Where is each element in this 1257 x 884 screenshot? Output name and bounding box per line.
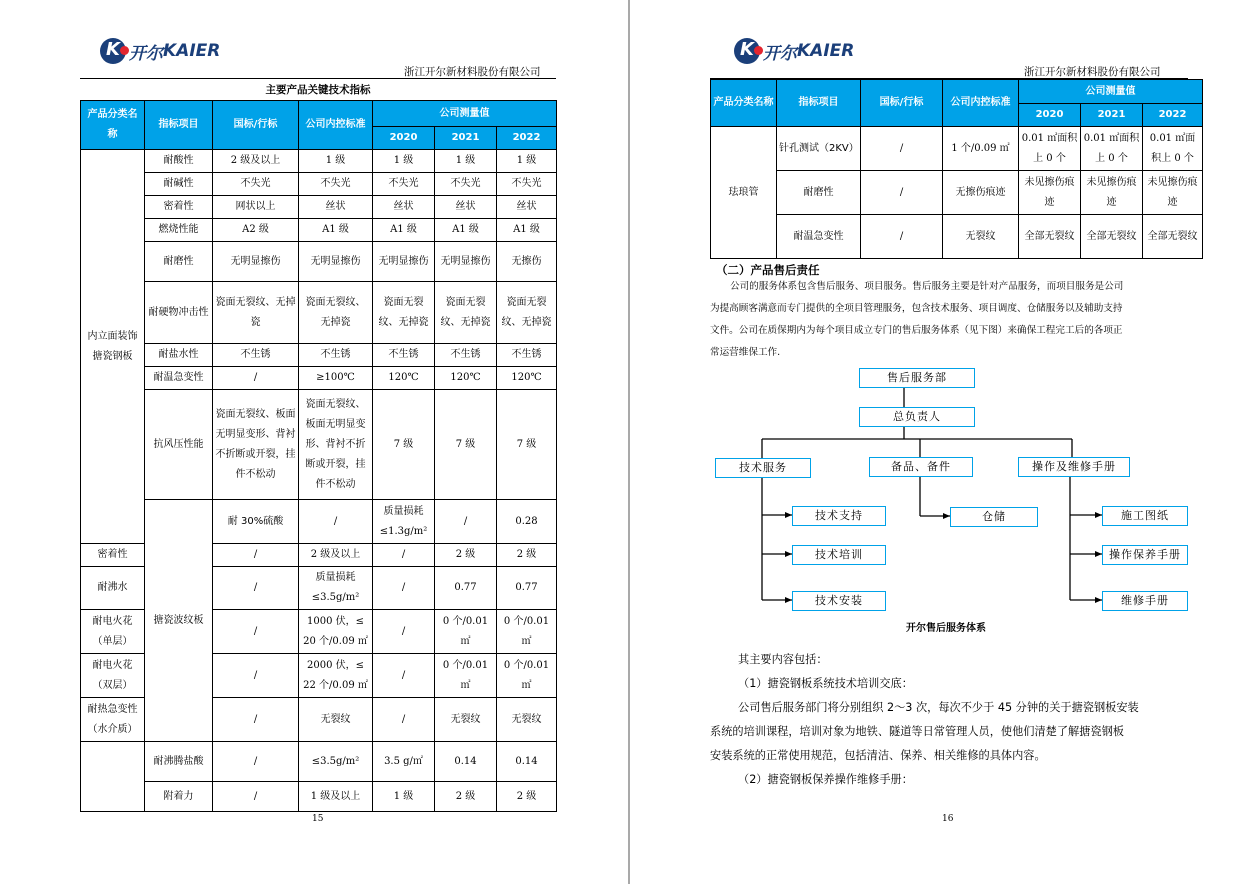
th-2020: 2020 (1019, 104, 1081, 127)
table-row (81, 242, 557, 282)
cell-national-std: 2 级及以上 (213, 150, 299, 173)
cell-2020: 未见擦伤痕迹 (1019, 171, 1081, 215)
node-operation-manual: 操作及维修手册 (1018, 457, 1130, 477)
node-tech-support: 技术支持 (792, 506, 886, 526)
th-category: 产品分类名称 (711, 80, 777, 127)
cell-national-std: / (213, 698, 299, 742)
cell-national-std: A2 级 (213, 219, 299, 242)
cell-indicator: 耐酸性 (145, 150, 213, 173)
cell-national-std: / (213, 610, 299, 654)
spec-table (80, 100, 557, 812)
cell-indicator: 附着力 (145, 782, 213, 812)
cell-2022: 0 个/0.01 ㎡ (497, 610, 557, 654)
cell-national-std: / (213, 654, 299, 698)
cell-indicator: 密着性 (145, 196, 213, 219)
th-2022: 2022 (497, 127, 557, 150)
body-text (710, 648, 1190, 792)
cell-2021: 0.28 (497, 500, 557, 544)
cell-company-std: 无明显擦伤 (299, 242, 373, 282)
cell-company-std: 质量损耗≤1.3g/m² (373, 500, 435, 544)
cell-2021: 未见擦伤痕迹 (1081, 171, 1143, 215)
cell-2022: 0.14 (497, 742, 557, 782)
cell-2020: 1 级 (373, 782, 435, 812)
cell-2020: 全部无裂纹 (1019, 215, 1081, 259)
table-row (81, 196, 557, 219)
cell-company-std: 无裂纹 (299, 698, 373, 742)
cell-2022: 1 级 (497, 150, 557, 173)
cell-company-std: 丝状 (299, 196, 373, 219)
cell-2020: 7 级 (373, 390, 435, 500)
cell-2020: 丝状 (373, 196, 435, 219)
cell-category (81, 742, 145, 812)
intro-paragraph (710, 276, 1190, 364)
cell-indicator: 耐温急变性 (777, 215, 861, 259)
cell-2021: 0.01 ㎡面积上 0 个 (1081, 127, 1143, 171)
logo-mark-icon: K (734, 38, 760, 64)
logo-cn: 开尔 (129, 43, 163, 64)
cell-category: 搪瓷波纹板 (145, 500, 213, 742)
th-company-std: 公司内控标准 (299, 101, 373, 150)
cell-indicator: 耐盐水性 (145, 344, 213, 367)
node-tech-installation: 技术安装 (792, 591, 886, 611)
cell-2020: 不失光 (373, 173, 435, 196)
node-construction-drawings: 施工图纸 (1102, 506, 1188, 526)
table-row (711, 127, 1203, 171)
cell-2021: 120℃ (435, 367, 497, 390)
page-number: 16 (942, 814, 954, 824)
company-name: 浙江开尔新材料股份有限公司 (404, 66, 541, 78)
cell-2022: 0.77 (497, 567, 557, 610)
node-repair-manual: 维修手册 (1102, 591, 1188, 611)
body-line: 公司售后服务部门将分别组织 2～3 次，每次不少于 45 分钟的关于搪瓷钢板安装 (738, 701, 1139, 714)
org-chart-caption: 开尔售后服务体系 (906, 623, 986, 634)
after-sales-org-chart (712, 368, 1188, 614)
cell-2021: 无明显擦伤 (435, 242, 497, 282)
cell-national-std: 不失光 (213, 173, 299, 196)
cell-2020: / (373, 698, 435, 742)
cell-2020: / (373, 654, 435, 698)
cell-2020: 3.5 g/㎡ (373, 742, 435, 782)
node-operation-maintenance-manual: 操作保养手册 (1102, 545, 1188, 565)
cell-2021: 不生锈 (435, 344, 497, 367)
cell-company-std: 1000 伏，≤ 20 个/0.09 ㎡ (299, 610, 373, 654)
intro-line: 为提高顾客满意而专门提供的全项目管理服务，包含技术服务、项目调度、仓储服务以及辅助支持 (710, 303, 1123, 314)
cell-national-std: 不生锈 (213, 344, 299, 367)
table-row (81, 219, 557, 242)
th-measured: 公司测量值 (1019, 80, 1203, 104)
cell-2021: 丝状 (435, 196, 497, 219)
node-warehousing: 仓储 (950, 507, 1038, 527)
cell-2021: 2 级 (435, 782, 497, 812)
cell-2021: 7 级 (435, 390, 497, 500)
table-row (711, 171, 1203, 215)
cell-2022: 0.01 ㎡面积上 0 个 (1143, 127, 1203, 171)
cell-2020: / (435, 500, 497, 544)
th-2022: 2022 (1143, 104, 1203, 127)
cell-company-std: 1 级及以上 (299, 782, 373, 812)
cell-2020: 无明显擦伤 (373, 242, 435, 282)
cell-national-std: 瓷面无裂纹、板面无明显变形、背衬不折断或开裂，挂件不松动 (213, 390, 299, 500)
cell-national-std: / (213, 567, 299, 610)
cell-2022: 未见擦伤痕迹 (1143, 171, 1203, 215)
page-number: 15 (312, 814, 324, 824)
table-row (81, 282, 557, 344)
cell-indicator: 耐电火花（单层） (81, 610, 145, 654)
logo-en: KAIER (163, 41, 221, 61)
cell-2021: 1 级 (435, 150, 497, 173)
th-indicator: 指标项目 (145, 101, 213, 150)
node-general-manager: 总负责人 (859, 407, 975, 427)
cell-company-std: 不生锈 (299, 344, 373, 367)
company-name: 浙江开尔新材料股份有限公司 (1024, 66, 1161, 78)
body-line: （2）搪瓷钢板保养操作维修手册： (738, 773, 913, 786)
cell-2021: 0.14 (435, 742, 497, 782)
cell-national-std: 无明显擦伤 (213, 242, 299, 282)
cell-2021: 无裂纹 (435, 698, 497, 742)
intro-line: 常运营维保工作. (710, 347, 781, 358)
cell-2022: A1 级 (497, 219, 557, 242)
table-row (81, 742, 557, 782)
th-national: 国标/行标 (861, 80, 943, 127)
cell-company-std: ≤3.5g/m² (299, 742, 373, 782)
cell-2020: 120℃ (373, 367, 435, 390)
th-national: 国标/行标 (213, 101, 299, 150)
cell-category: 内立面装饰搪瓷钢板 (81, 150, 145, 544)
cell-national-std: / (861, 171, 943, 215)
th-category: 产品分类名称 (81, 101, 145, 150)
node-tech-training: 技术培训 (792, 545, 886, 565)
th-2021: 2021 (1081, 104, 1143, 127)
cell-indicator: 耐碱性 (145, 173, 213, 196)
cell-2020: 不生锈 (373, 344, 435, 367)
company-logo (734, 38, 854, 64)
node-spare-parts: 备品、备件 (869, 457, 973, 477)
header-rule (80, 78, 556, 79)
cell-2022: 丝状 (497, 196, 557, 219)
cell-2021: 0.77 (435, 567, 497, 610)
section-title: （二）产品售后责任 (716, 263, 820, 277)
cell-company-std: 不失光 (299, 173, 373, 196)
cell-company-std: 无裂纹 (943, 215, 1019, 259)
cell-national-std: 网状以上 (213, 196, 299, 219)
cell-company-std: 1 个/0.09 ㎡ (943, 127, 1019, 171)
cell-category: 珐琅管 (711, 127, 777, 259)
table-row (81, 500, 557, 544)
cell-indicator: 燃烧性能 (145, 219, 213, 242)
cell-2020: 0.01 ㎡面积上 0 个 (1019, 127, 1081, 171)
cell-2020: 瓷面无裂纹、无掉瓷 (373, 282, 435, 344)
table-row (81, 390, 557, 500)
cell-2021: 2 级 (435, 544, 497, 567)
cell-indicator: 抗风压性能 (145, 390, 213, 500)
node-technical-service: 技术服务 (715, 458, 811, 478)
cell-national-std: / (213, 544, 299, 567)
cell-company-std: 2 级及以上 (299, 544, 373, 567)
cell-national-std: / (213, 742, 299, 782)
logo-mark-icon: K (100, 38, 126, 64)
org-chart-connectors (712, 368, 1188, 614)
table-row (81, 150, 557, 173)
table-row (81, 367, 557, 390)
table-row (711, 215, 1203, 259)
logo-en: KAIER (797, 41, 855, 61)
intro-line: 文件。公司在质保期内为每个项目成立专门的售后服务体系（见下图）来确保工程完工后的各项正 (710, 325, 1123, 336)
cell-national-std: / (861, 215, 943, 259)
cell-indicator: 耐沸腾盐酸 (145, 742, 213, 782)
cell-2022: 不生锈 (497, 344, 557, 367)
cell-2022: 全部无裂纹 (1143, 215, 1203, 259)
cell-company-std: 质量损耗≤3.5g/m² (299, 567, 373, 610)
cell-company-std: ≥100℃ (299, 367, 373, 390)
cell-indicator: 耐磨性 (777, 171, 861, 215)
cell-2020: / (373, 544, 435, 567)
cell-2020: / (373, 610, 435, 654)
cell-indicator: 密着性 (81, 544, 145, 567)
cell-company-std: A1 级 (299, 219, 373, 242)
cell-indicator: 耐磨性 (145, 242, 213, 282)
cell-company-std: 瓷面无裂纹、板面无明显变形、背衬不折断或开裂，挂件不松动 (299, 390, 373, 500)
body-line: 安装系统的正常使用规范，包括清洁、保养、相关维修的具体内容。 (710, 749, 1046, 762)
table-row (81, 344, 557, 367)
cell-company-std: 瓷面无裂纹、无掉瓷 (299, 282, 373, 344)
cell-2020: 1 级 (373, 150, 435, 173)
body-line: （1）搪瓷钢板系统技术培训交底： (738, 677, 913, 690)
th-indicator: 指标项目 (777, 80, 861, 127)
cell-company-std: 1 级 (299, 150, 373, 173)
cell-indicator: 耐热急变性（水介质） (81, 698, 145, 742)
cell-company-std: 2000 伏，≤ 22 个/0.09 ㎡ (299, 654, 373, 698)
cell-company-std: 无擦伤痕迹 (943, 171, 1019, 215)
cell-indicator: 耐温急变性 (145, 367, 213, 390)
cell-2022: 无裂纹 (497, 698, 557, 742)
cell-2021: 全部无裂纹 (1081, 215, 1143, 259)
cell-2022: 不失光 (497, 173, 557, 196)
cell-indicator: 耐沸水 (81, 567, 145, 610)
th-measured: 公司测量值 (373, 101, 557, 127)
cell-national-std: / (213, 782, 299, 812)
cell-indicator: 耐电火花（双层） (81, 654, 145, 698)
th-2020: 2020 (373, 127, 435, 150)
cell-national-std: / (299, 500, 373, 544)
table-row (81, 782, 557, 812)
cell-2021: 0 个/0.01 ㎡ (435, 654, 497, 698)
cell-2022: 7 级 (497, 390, 557, 500)
cell-national-std: 瓷面无裂纹、无掉瓷 (213, 282, 299, 344)
cell-2022: 2 级 (497, 782, 557, 812)
cell-2021: 不失光 (435, 173, 497, 196)
cell-2022: 0 个/0.01 ㎡ (497, 654, 557, 698)
cell-indicator: 针孔测试（2KV） (777, 127, 861, 171)
cell-2021: 0 个/0.01 ㎡ (435, 610, 497, 654)
cell-national-std: / (213, 367, 299, 390)
cell-2020: / (373, 567, 435, 610)
th-company-std: 公司内控标准 (943, 80, 1019, 127)
cell-2022: 2 级 (497, 544, 557, 567)
cell-indicator: 耐硬物冲击性 (145, 282, 213, 344)
cell-2022: 无擦伤 (497, 242, 557, 282)
cell-2021: A1 级 (435, 219, 497, 242)
logo-cn: 开尔 (763, 43, 797, 64)
table-row (81, 173, 557, 196)
th-2021: 2021 (435, 127, 497, 150)
cell-2021: 瓷面无裂纹、无掉瓷 (435, 282, 497, 344)
body-line: 系统的培训课程，培训对象为地铁、隧道等日常管理人员，使他们清楚了解搪瓷钢板 (710, 725, 1124, 738)
intro-line: 公司的服务体系包含售后服务、项目服务。售后服务主要是针对产品服务，而项目服务是公司 (730, 281, 1124, 292)
body-line: 其主要内容包括： (738, 653, 828, 666)
cell-2020: A1 级 (373, 219, 435, 242)
cell-national-std: / (861, 127, 943, 171)
company-logo (100, 38, 220, 64)
cell-2022: 120℃ (497, 367, 557, 390)
cell-indicator: 耐 30%硫酸 (213, 500, 299, 544)
left-page (0, 0, 628, 884)
spec-table-continued (710, 79, 1203, 259)
node-after-sales-dept: 售后服务部 (859, 368, 975, 388)
cell-2022: 瓷面无裂纹、无掉瓷 (497, 282, 557, 344)
table-title: 主要产品关键技术指标 (265, 84, 371, 96)
